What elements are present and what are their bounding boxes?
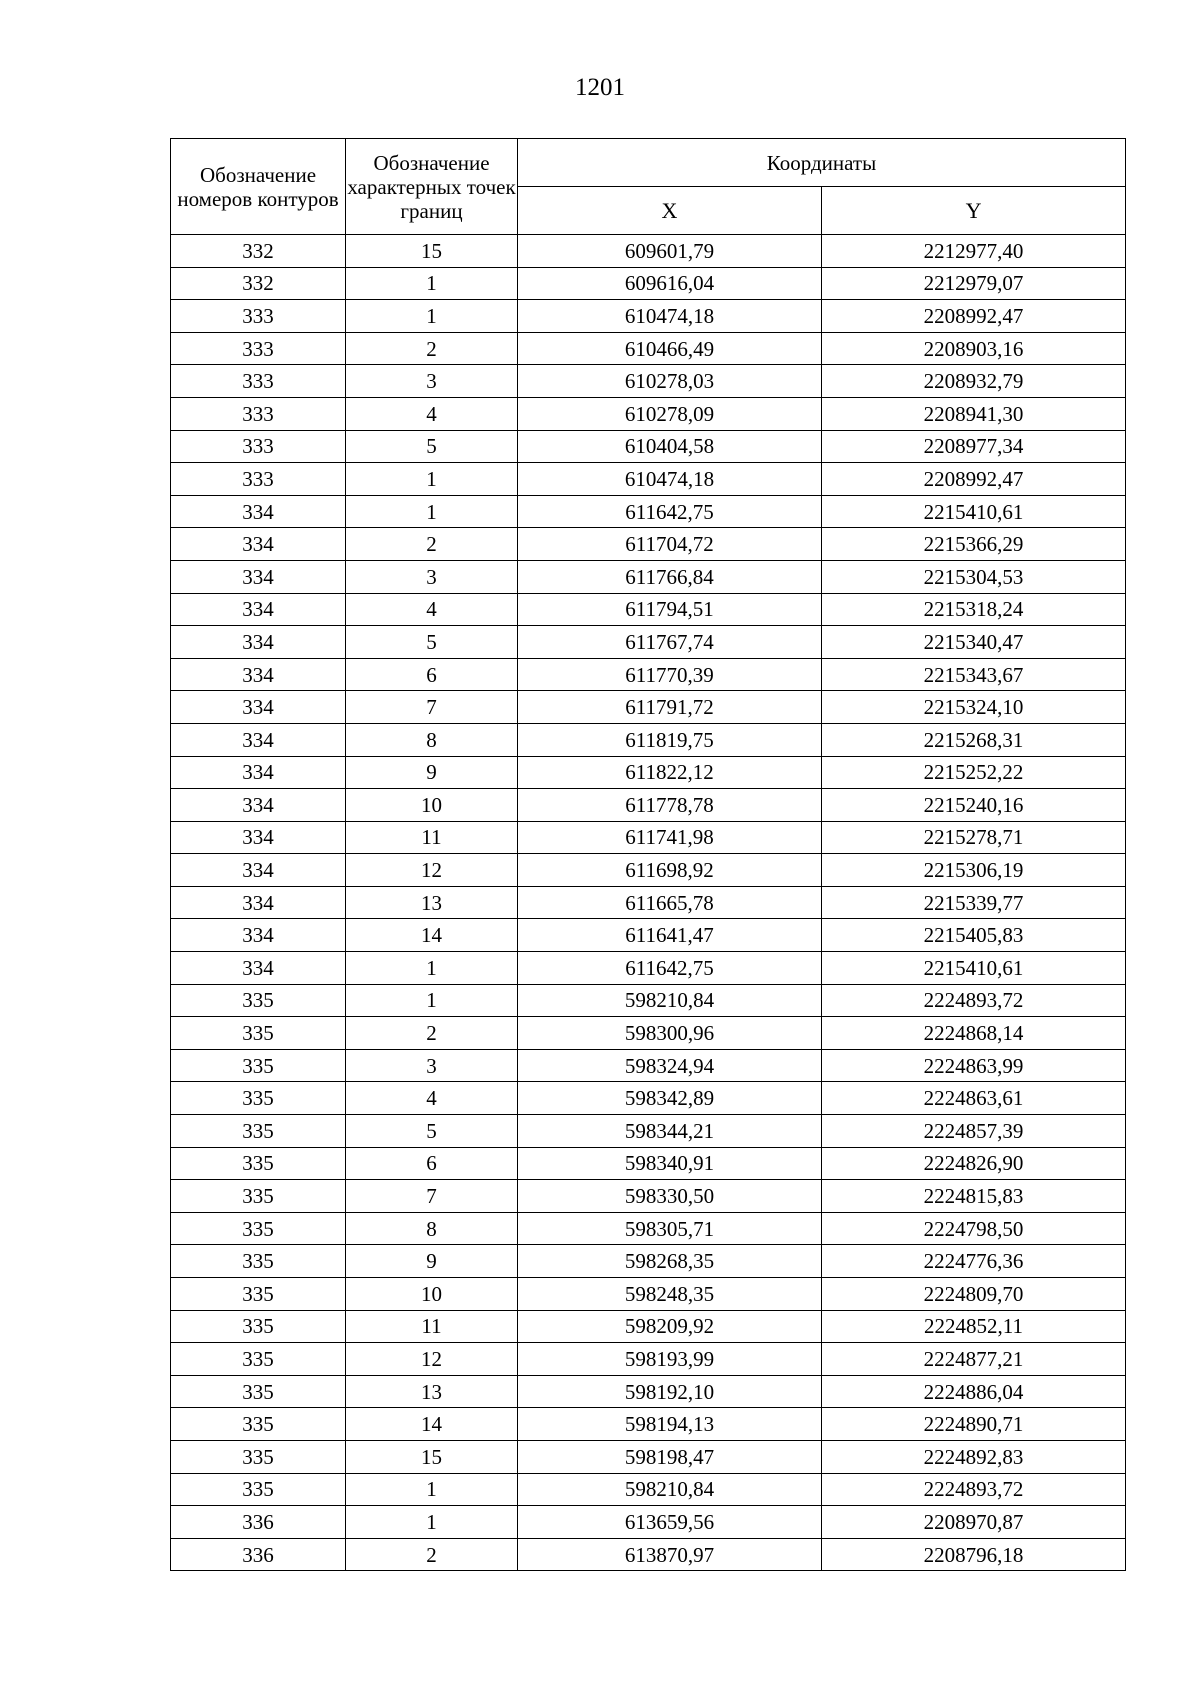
point-number-cell: 4 [346, 1082, 518, 1115]
table-row [171, 1408, 1126, 1441]
table-row [171, 1375, 1126, 1408]
point-number-cell: 7 [346, 691, 518, 724]
y-coordinate-cell: 2224863,61 [822, 1082, 1126, 1115]
y-coordinate-cell: 2224893,72 [822, 1473, 1126, 1506]
y-coordinate-cell: 2215318,24 [822, 593, 1126, 626]
table-row [171, 723, 1126, 756]
point-number-cell: 6 [346, 1147, 518, 1180]
x-coordinate-cell: 611641,47 [518, 919, 822, 952]
contour-number-cell: 335 [171, 1017, 346, 1050]
contour-number-cell: 334 [171, 691, 346, 724]
x-coordinate-cell: 598192,10 [518, 1375, 822, 1408]
table-row [171, 1017, 1126, 1050]
y-coordinate-cell: 2208992,47 [822, 300, 1126, 333]
y-coordinate-cell: 2224776,36 [822, 1245, 1126, 1278]
table-row [171, 1147, 1126, 1180]
y-coordinate-cell: 2224798,50 [822, 1212, 1126, 1245]
point-number-cell: 1 [346, 463, 518, 496]
contour-number-cell: 334 [171, 593, 346, 626]
y-coordinate-cell: 2224892,83 [822, 1440, 1126, 1473]
x-coordinate-cell: 611642,75 [518, 495, 822, 528]
contour-number-cell: 336 [171, 1506, 346, 1539]
y-coordinate-cell: 2224857,39 [822, 1115, 1126, 1148]
table-row [171, 1212, 1126, 1245]
x-coordinate-cell: 611698,92 [518, 854, 822, 887]
y-coordinate-cell: 2224886,04 [822, 1375, 1126, 1408]
contour-number-cell: 335 [171, 1375, 346, 1408]
point-number-cell: 1 [346, 300, 518, 333]
y-coordinate-cell: 2208796,18 [822, 1538, 1126, 1571]
y-coordinate-cell: 2215268,31 [822, 723, 1126, 756]
y-coordinate-cell: 2212977,40 [822, 235, 1126, 268]
x-coordinate-cell: 598210,84 [518, 984, 822, 1017]
contour-number-cell: 335 [171, 1473, 346, 1506]
x-coordinate-cell: 598209,92 [518, 1310, 822, 1343]
table-row [171, 430, 1126, 463]
x-coordinate-cell: 609616,04 [518, 267, 822, 300]
y-coordinate-cell: 2215343,67 [822, 658, 1126, 691]
y-coordinate-cell: 2224826,90 [822, 1147, 1126, 1180]
x-coordinate-cell: 610474,18 [518, 463, 822, 496]
x-coordinate-cell: 611741,98 [518, 821, 822, 854]
table-body [171, 235, 1126, 1571]
table-row [171, 1310, 1126, 1343]
point-number-cell: 1 [346, 267, 518, 300]
y-coordinate-cell: 2215410,61 [822, 495, 1126, 528]
x-coordinate-cell: 598194,13 [518, 1408, 822, 1441]
x-coordinate-cell: 610404,58 [518, 430, 822, 463]
table-row [171, 1049, 1126, 1082]
contour-number-cell: 334 [171, 821, 346, 854]
point-number-cell: 9 [346, 1245, 518, 1278]
y-coordinate-cell: 2215304,53 [822, 560, 1126, 593]
x-coordinate-cell: 598193,99 [518, 1343, 822, 1376]
table-row [171, 593, 1126, 626]
y-coordinate-cell: 2215405,83 [822, 919, 1126, 952]
contour-number-cell: 334 [171, 919, 346, 952]
y-coordinate-cell: 2208941,30 [822, 397, 1126, 430]
contour-number-cell: 334 [171, 495, 346, 528]
x-coordinate-cell: 598305,71 [518, 1212, 822, 1245]
x-coordinate-cell: 611642,75 [518, 952, 822, 985]
y-coordinate-cell: 2208970,87 [822, 1506, 1126, 1539]
contour-number-cell: 332 [171, 235, 346, 268]
y-coordinate-cell: 2215340,47 [822, 626, 1126, 659]
x-coordinate-cell: 611778,78 [518, 789, 822, 822]
contour-number-cell: 335 [171, 1147, 346, 1180]
contour-number-cell: 335 [171, 1408, 346, 1441]
table-row [171, 463, 1126, 496]
contour-number-cell: 335 [171, 1180, 346, 1213]
table-row [171, 495, 1126, 528]
contour-number-cell: 333 [171, 430, 346, 463]
point-number-cell: 3 [346, 560, 518, 593]
y-coordinate-cell: 2224893,72 [822, 984, 1126, 1017]
contour-number-cell: 334 [171, 886, 346, 919]
contour-number-cell: 335 [171, 1343, 346, 1376]
contour-number-cell: 334 [171, 854, 346, 887]
x-coordinate-cell: 611822,12 [518, 756, 822, 789]
table-row [171, 1538, 1126, 1571]
x-coordinate-cell: 598268,35 [518, 1245, 822, 1278]
x-coordinate-cell: 598300,96 [518, 1017, 822, 1050]
point-number-cell: 1 [346, 984, 518, 1017]
point-number-cell: 7 [346, 1180, 518, 1213]
y-coordinate-cell: 2215240,16 [822, 789, 1126, 822]
table-row [171, 626, 1126, 659]
table-row [171, 789, 1126, 822]
table-row [171, 332, 1126, 365]
contour-number-cell: 334 [171, 560, 346, 593]
contour-number-cell: 333 [171, 300, 346, 333]
contour-number-cell: 335 [171, 1212, 346, 1245]
x-coordinate-cell: 598340,91 [518, 1147, 822, 1180]
table-row [171, 235, 1126, 268]
point-number-cell: 9 [346, 756, 518, 789]
table-row [171, 560, 1126, 593]
point-number-cell: 14 [346, 919, 518, 952]
point-number-cell: 13 [346, 1375, 518, 1408]
point-number-cell: 1 [346, 1506, 518, 1539]
x-coordinate-cell: 613659,56 [518, 1506, 822, 1539]
table-row [171, 267, 1126, 300]
contour-number-cell: 333 [171, 365, 346, 398]
contour-number-cell: 335 [171, 1310, 346, 1343]
x-coordinate-cell: 598198,47 [518, 1440, 822, 1473]
point-number-cell: 11 [346, 821, 518, 854]
table-row [171, 1473, 1126, 1506]
x-coordinate-cell: 611794,51 [518, 593, 822, 626]
point-number-cell: 3 [346, 1049, 518, 1082]
y-coordinate-cell: 2224863,99 [822, 1049, 1126, 1082]
y-coordinate-cell: 2215278,71 [822, 821, 1126, 854]
y-coordinate-cell: 2224868,14 [822, 1017, 1126, 1050]
table-row [171, 1180, 1126, 1213]
x-coordinate-cell: 611770,39 [518, 658, 822, 691]
contour-number-cell: 334 [171, 756, 346, 789]
contour-number-cell: 334 [171, 952, 346, 985]
x-coordinate-cell: 598330,50 [518, 1180, 822, 1213]
contour-number-cell: 335 [171, 1278, 346, 1311]
table-row [171, 1506, 1126, 1539]
y-coordinate-cell: 2208992,47 [822, 463, 1126, 496]
point-number-cell: 15 [346, 1440, 518, 1473]
point-number-cell: 15 [346, 235, 518, 268]
point-number-cell: 2 [346, 1017, 518, 1050]
point-number-cell: 1 [346, 495, 518, 528]
table-row [171, 658, 1126, 691]
y-coordinate-cell: 2224852,11 [822, 1310, 1126, 1343]
x-coordinate-cell: 598342,89 [518, 1082, 822, 1115]
table-row [171, 952, 1126, 985]
y-coordinate-cell: 2224815,83 [822, 1180, 1126, 1213]
y-coordinate-cell: 2215339,77 [822, 886, 1126, 919]
y-coordinate-cell: 2208977,34 [822, 430, 1126, 463]
x-coordinate-cell: 610278,03 [518, 365, 822, 398]
y-coordinate-cell: 2212979,07 [822, 267, 1126, 300]
contour-number-cell: 334 [171, 626, 346, 659]
table-row [171, 300, 1126, 333]
x-coordinate-cell: 611791,72 [518, 691, 822, 724]
contour-number-cell: 335 [171, 1082, 346, 1115]
contour-number-header: Обозначение номеров контуров [171, 139, 346, 235]
contour-number-cell: 335 [171, 1440, 346, 1473]
x-coordinate-cell: 610278,09 [518, 397, 822, 430]
y-coordinate-cell: 2224890,71 [822, 1408, 1126, 1441]
contour-number-cell: 334 [171, 789, 346, 822]
contour-number-cell: 333 [171, 332, 346, 365]
x-coordinate-cell: 598210,84 [518, 1473, 822, 1506]
contour-number-cell: 335 [171, 1245, 346, 1278]
table-row [171, 886, 1126, 919]
point-number-cell: 2 [346, 528, 518, 561]
table-header [171, 139, 1126, 235]
y-coordinate-cell: 2208932,79 [822, 365, 1126, 398]
y-header: Y [822, 187, 1126, 235]
point-number-cell: 10 [346, 1278, 518, 1311]
table-row [171, 756, 1126, 789]
table-row [171, 1115, 1126, 1148]
contour-number-cell: 333 [171, 397, 346, 430]
boundary-point-header: Обозначение характерных точек границ [346, 139, 518, 235]
x-coordinate-cell: 598344,21 [518, 1115, 822, 1148]
x-coordinate-cell: 598248,35 [518, 1278, 822, 1311]
table-row [171, 1343, 1126, 1376]
y-coordinate-cell: 2215324,10 [822, 691, 1126, 724]
point-number-cell: 5 [346, 430, 518, 463]
table-row [171, 1082, 1126, 1115]
table-row [171, 1278, 1126, 1311]
x-coordinate-cell: 611766,84 [518, 560, 822, 593]
table-row [171, 1245, 1126, 1278]
point-number-cell: 1 [346, 952, 518, 985]
x-coordinate-cell: 611819,75 [518, 723, 822, 756]
x-coordinate-cell: 610474,18 [518, 300, 822, 333]
x-coordinate-cell: 611665,78 [518, 886, 822, 919]
contour-number-cell: 336 [171, 1538, 346, 1571]
y-coordinate-cell: 2215410,61 [822, 952, 1126, 985]
contour-number-cell: 335 [171, 1115, 346, 1148]
x-coordinate-cell: 613870,97 [518, 1538, 822, 1571]
contour-number-cell: 332 [171, 267, 346, 300]
point-number-cell: 8 [346, 1212, 518, 1245]
point-number-cell: 4 [346, 397, 518, 430]
point-number-cell: 1 [346, 1473, 518, 1506]
y-coordinate-cell: 2215306,19 [822, 854, 1126, 887]
table-row [171, 821, 1126, 854]
point-number-cell: 2 [346, 332, 518, 365]
point-number-cell: 12 [346, 854, 518, 887]
point-number-cell: 11 [346, 1310, 518, 1343]
coordinates-header: Координаты [518, 139, 1126, 187]
point-number-cell: 5 [346, 1115, 518, 1148]
y-coordinate-cell: 2215366,29 [822, 528, 1126, 561]
contour-number-cell: 335 [171, 984, 346, 1017]
point-number-cell: 2 [346, 1538, 518, 1571]
contour-number-cell: 334 [171, 528, 346, 561]
table-row [171, 854, 1126, 887]
point-number-cell: 6 [346, 658, 518, 691]
point-number-cell: 5 [346, 626, 518, 659]
point-number-cell: 13 [346, 886, 518, 919]
point-number-cell: 12 [346, 1343, 518, 1376]
x-coordinate-cell: 598324,94 [518, 1049, 822, 1082]
contour-number-cell: 333 [171, 463, 346, 496]
y-coordinate-cell: 2224877,21 [822, 1343, 1126, 1376]
point-number-cell: 8 [346, 723, 518, 756]
point-number-cell: 14 [346, 1408, 518, 1441]
table-row [171, 1440, 1126, 1473]
y-coordinate-cell: 2215252,22 [822, 756, 1126, 789]
table-row [171, 397, 1126, 430]
coordinates-table [170, 138, 1126, 1571]
x-coordinate-cell: 611767,74 [518, 626, 822, 659]
contour-number-cell: 334 [171, 723, 346, 756]
table-row [171, 365, 1126, 398]
y-coordinate-cell: 2224809,70 [822, 1278, 1126, 1311]
x-coordinate-cell: 609601,79 [518, 235, 822, 268]
table-row [171, 691, 1126, 724]
page-number: 1201 [575, 74, 625, 101]
x-coordinate-cell: 610466,49 [518, 332, 822, 365]
table-row [171, 984, 1126, 1017]
y-coordinate-cell: 2208903,16 [822, 332, 1126, 365]
point-number-cell: 10 [346, 789, 518, 822]
point-number-cell: 4 [346, 593, 518, 626]
contour-number-cell: 334 [171, 658, 346, 691]
table-row [171, 528, 1126, 561]
x-header: X [518, 187, 822, 235]
contour-number-cell: 335 [171, 1049, 346, 1082]
point-number-cell: 3 [346, 365, 518, 398]
x-coordinate-cell: 611704,72 [518, 528, 822, 561]
table-row [171, 919, 1126, 952]
